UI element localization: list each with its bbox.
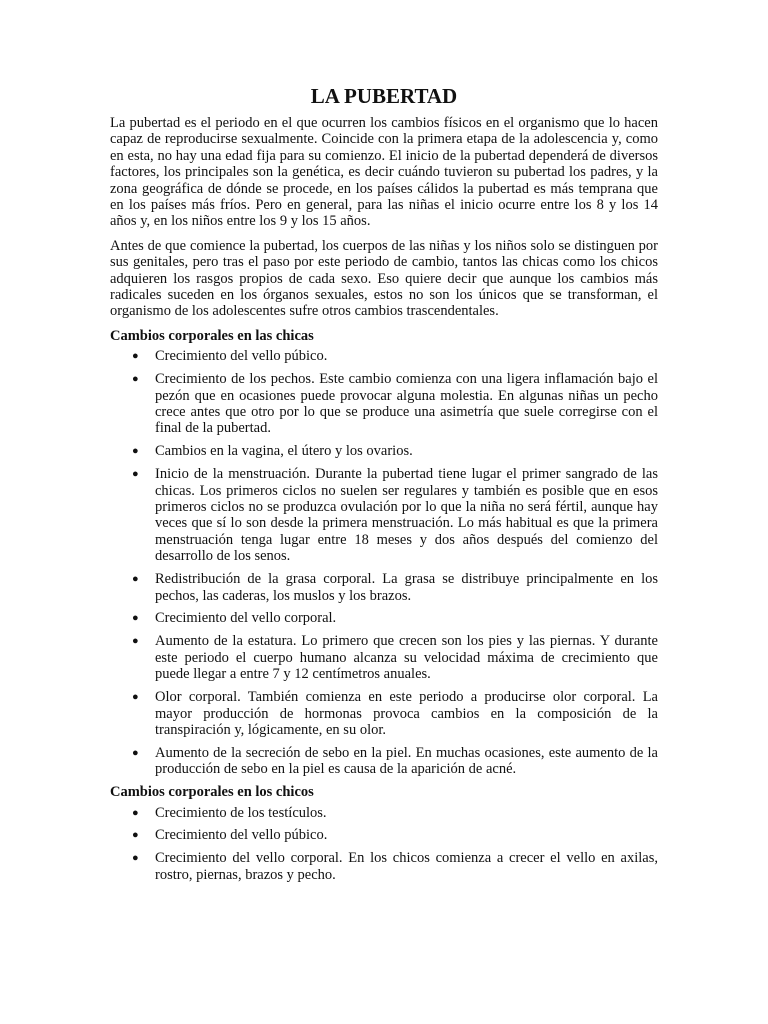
bullet-icon: ● [132, 806, 139, 819]
list-item: ● Aumento de la secreción de sebo en la piel. En muchas ocasiones, este aumento de la producción de sebo en la piel es causa de la aparición de acné. [132, 744, 658, 778]
bullet-icon: ● [132, 350, 139, 363]
section-heading-boys: Cambios corporales en los chicos [110, 784, 314, 801]
list-item: ● Crecimiento de los pechos. Este cambio comienza con una ligera inflamación bajo el pezón que en ocasiones puede provocar alguna molestia. En algunas niñas un pecho crece antes que otro por lo que se produce una asimetría que suele corregirse con el final de la pubertad. [132, 371, 658, 437]
list-item: ● Crecimiento de los testículos. [132, 804, 327, 821]
list-item: ● Inicio de la menstruación. Durante la pubertad tiene lugar el primer sangrado de las chicas. Los primeros ciclos no suelen ser regulares y también es posible que en esos primeros ciclos no se produzca ovulación por lo que la niña no será fértil, aunque hay veces que sí lo son desde la primera menstruación. Lo más habitual es que la primera menstruación tenga lugar entre 18 meses y dos años después del comienzo del desarrollo de los senos. [132, 466, 658, 565]
document-title: LA PUBERTAD [310, 84, 458, 108]
bullet-icon: ● [132, 373, 139, 386]
bullet-icon: ● [132, 573, 139, 586]
section-girls [110, 328, 658, 778]
list-item: ● Crecimiento del vello corporal. [132, 610, 337, 627]
list-girls-changes [110, 348, 658, 777]
list-item: ● Cambios en la vagina, el útero y los ovarios. [132, 443, 413, 460]
section-heading-girls: Cambios corporales en las chicas [110, 327, 314, 344]
bullet-icon: ● [132, 852, 139, 865]
section-boys [110, 784, 658, 883]
bullet-icon: ● [132, 746, 139, 759]
list-item: ● Redistribución de la grasa corporal. La grasa se distribuye principalmente en los pechos, las caderas, los muslos y los brazos. [132, 571, 658, 604]
list-item: ● Aumento de la estatura. Lo primero que crecen son los pies y las piernas. Y durante este periodo el cuerpo humano alcanza su velocidad máxima de crecimiento que puede llegar a entre 7 y 12 centímetros anuales. [132, 633, 658, 683]
list-item: ● Crecimiento del vello corporal. En los chicos comienza a crecer el vello en axilas, rostro, piernas, brazos y pecho. [132, 850, 658, 883]
document-page [110, 84, 658, 890]
list-item: ● Olor corporal. También comienza en este periodo a producirse olor corporal. La mayor producción de hormonas provoca cambios en la composición de la transpiración y, lógicamente, en su olor. [132, 689, 658, 738]
bullet-icon: ● [132, 691, 139, 704]
body-paragraph: Antes de que comience la pubertad, los cuerpos de las niñas y los niños solo se distinguen por sus genitales, pero tras el paso por este periodo de cambio, tantos las chicas como los chicos adquieren los rasgos propios de cada sexo. Eso quiere decir que aunque los cambios más radicales suceden en los órganos sexuales, estos no son los únicos que se transforman, el organismo de los adolescentes sufre otros cambios trascendentales. [110, 237, 658, 320]
bullet-icon: ● [132, 612, 139, 625]
bullet-icon: ● [132, 829, 139, 842]
bullet-icon: ● [132, 468, 139, 481]
bullet-icon: ● [132, 635, 139, 648]
list-item: ● Crecimiento del vello púbico. [132, 348, 328, 365]
list-boys-changes [110, 805, 658, 884]
intro-paragraph: La pubertad es el periodo en el que ocurren los cambios físicos en el organismo que lo hacen capaz de reproducirse sexualmente. Coincide con la primera etapa de la adolescencia y, como en esta, no hay una edad fija para su comienzo. El inicio de la pubertad dependerá de diversos factores, los principales son la genética, es decir cuándo tuvieron su pubertad los padres, y la zona geográfica de dónde se procede, en los países cálidos la pubertad es más temprana que en los países más fríos. Pero en general, para las niñas el inicio ocurre entre los 8 y los 14 años y, en los niños entre los 9 y los 15 años. [110, 115, 658, 230]
bullet-icon: ● [132, 445, 139, 458]
list-item: ● Crecimiento del vello púbico. [132, 827, 328, 844]
